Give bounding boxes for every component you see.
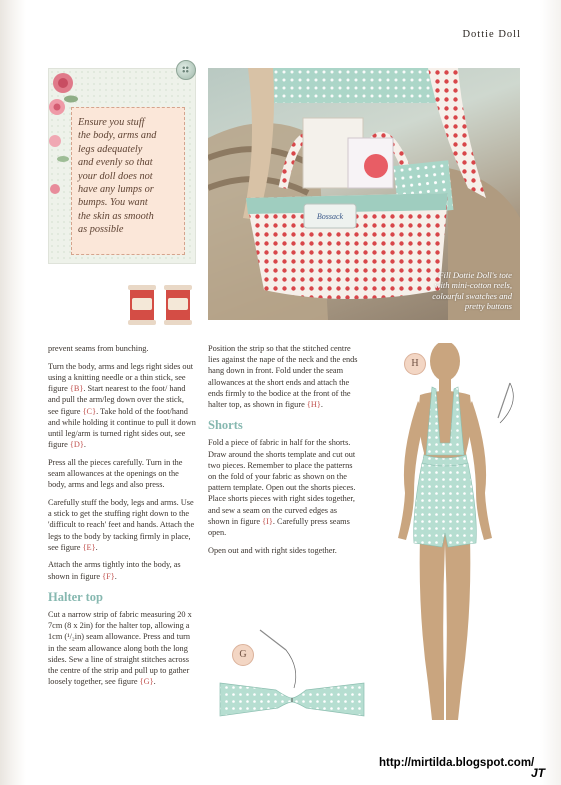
figure-ref: {G} (139, 677, 154, 687)
halter-strip-illustration (216, 628, 366, 720)
figure-ref: {C} (82, 406, 97, 416)
text-column-1 (48, 343, 196, 694)
figure-ref: {H} (306, 400, 321, 410)
paragraph: Turn the body, arms and legs right sides out using a knitting needle or a thin stick, see figure {B}. Start nearest to the foot/ hand and pull the arm/leg down over the stick, see figure {C}. Take hold of the foot/hand and while holding it continue to pull it down until leg/arm is turned right sides out, see figure {D}. (48, 361, 196, 450)
tip-line: as possible (78, 224, 124, 236)
figure-h (370, 343, 520, 720)
cotton-reel-image (128, 285, 156, 325)
tip-text (78, 116, 180, 237)
paragraph: Position the strip so that the stitched centre lies against the nape of the neck and the ends hang down in front. Fold under the seam allowances at the short ends and attach the ends firmly to the bodice at the front of the halter top, as shown in figure {H}. (208, 344, 358, 410)
tip-line: and evenly so that (78, 157, 153, 169)
figure-label-h: H (404, 353, 426, 375)
section-heading-shorts: Shorts (208, 418, 243, 433)
caption-line: with mini-cotton reels, (434, 280, 512, 291)
paragraph: Cut a narrow strip of fabric measuring 20 x 7cm (8 x 2in) for the halter top, allowing a 1cm (¹/₂in) seam allowance. Press and turn in the seam allowance along both the long sides. Sew a line of straight stitches across the centre of the strip and pull up to gather loosely together, see figure {G}. (48, 610, 192, 687)
tip-line: bumps. You want (78, 197, 148, 209)
figure-ref: {B} (69, 384, 84, 394)
tip-line: legs adequately (78, 143, 143, 155)
caption-line: Fill Dottie Doll's tote (438, 269, 512, 280)
tip-line: the skin as smooth (78, 210, 154, 222)
paragraph: prevent seams from bunching. (48, 344, 149, 353)
paragraph: Attach the arms tightly into the body, as shown in figure {F}. (48, 560, 181, 581)
figure-label-g: G (232, 644, 254, 666)
tip-line: the body, arms and (78, 130, 157, 142)
source-url: http://mirtilda.blogspot.com/ (379, 757, 535, 769)
figure-ref: {E} (82, 542, 96, 552)
watermark-mark: JT (531, 766, 546, 780)
button-decoration (176, 60, 196, 80)
text-column-2 (208, 343, 360, 562)
tip-card (48, 68, 196, 264)
tip-line: have any lumps or (78, 184, 154, 196)
tip-box (71, 107, 185, 255)
paragraph: Fold a piece of fabric in half for the shorts. Draw around the shorts template and cut out two pieces. Remember to place the patterns on the fold of your fabric as shown on the pattern template. Open out the shorts pieces. Place shorts pieces with right sides together, and sew a seam on the curved edges as shown in figure {I}. Carefully press seams open. (208, 438, 356, 538)
figure-ref: {D} (69, 440, 84, 450)
tote-bag-photo (208, 68, 520, 320)
figure-ref: {I} (262, 516, 273, 526)
paragraph: Press all the pieces carefully. Turn in the seam allowances at the openings on the body, arms and legs and also press. (48, 457, 183, 490)
doll-illustration (370, 343, 520, 720)
figure-ref: {F} (102, 571, 115, 581)
tip-line: your doll does not (78, 170, 153, 182)
paragraph: Open out and with right sides together. (208, 545, 337, 555)
section-heading-halter-top: Halter top (48, 589, 103, 604)
caption-line: colourful swatches and (432, 290, 512, 301)
bag-label-text: Bossack (316, 212, 344, 221)
running-header: Dottie Doll (462, 29, 521, 40)
photo-caption (432, 270, 512, 312)
figure-g (216, 628, 366, 720)
paragraph: Carefully stuff the body, legs and arms. Use a stick to get the stuffing right down to the 'difficult to reach' feet and hands. Attach the legs to the body by tacking firmly in place, see figure {E}. (48, 497, 195, 552)
tip-line: Ensure you stuff (78, 117, 145, 128)
cotton-reel-image (164, 285, 192, 325)
caption-line: pretty buttons (464, 301, 512, 312)
